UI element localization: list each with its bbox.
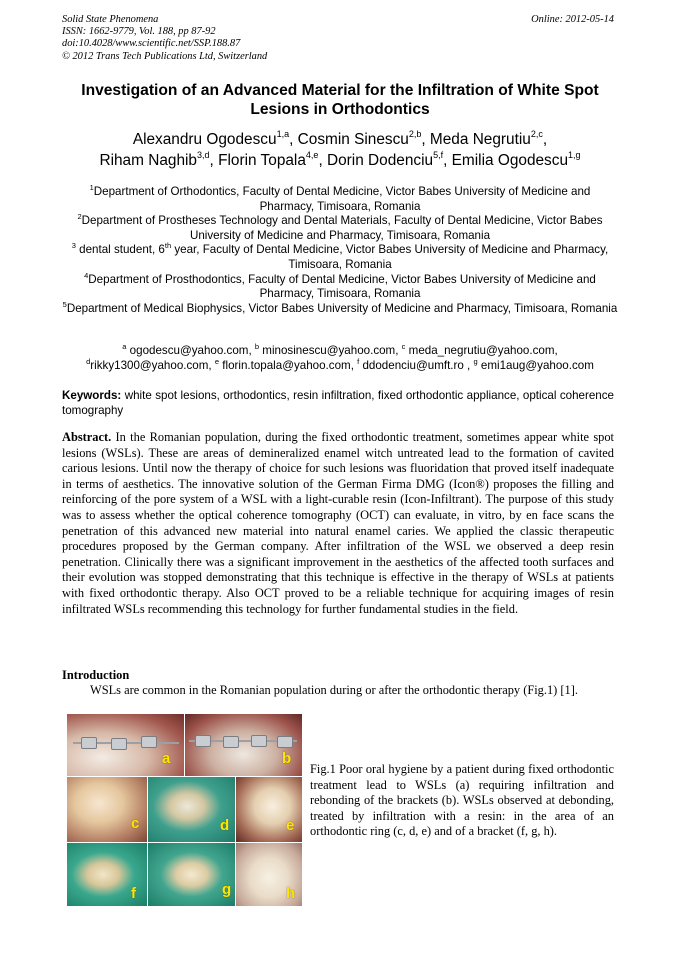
author: Cosmin Sinescu$^{2,b}$, [297, 129, 430, 148]
section-paragraph: WSLs are common in the Romanian population during or after the orthodontic therapy (Fig.1) [1]. [90, 683, 578, 697]
panel-label: e [286, 817, 295, 834]
panel-label: c [131, 815, 140, 832]
panel-label: d [220, 817, 230, 834]
paper-title: Investigation of an Advanced Material for the Infiltration of White Spot Lesions in Orthodontics [81, 82, 599, 118]
email: $^b$ minosinescu@yahoo.com, [254, 342, 402, 357]
affiliation: $^2$Department of Prostheses Technology and Dental Materials, Faculty of Dental Medicine, Victor Babes University of Medicine and Pharmacy, Timisoara, Romania [77, 212, 603, 242]
author-list [62, 129, 618, 171]
abstract-text: In the Romanian population, during the fixed orthodontic treatment, sometimes appear white spot lesions (WSLs). These are areas of demineralized enamel witch untreated lead to the formation of cavited carious lesions. Until now the therapy of choice for such lesions was fluoridation that proved itself inadequate in terms of aesthetics. The innovative solution of the German Firma DMG (Icon®) proposes the filling and reinforcing of the pore system of a WSL with a light-curable resin (Icon-Infiltrant). The purpose of this study was to assess whether the optical coherence tomography (OCT) can evaluate, in vitro, by en face scans the penetration of this advanced new material into natural enamel caries. We applied the classic therapeutic procedures proposed by the German company. After infiltration of the WSL we observed a deep resin penetration. Clinically there was a significant improvement in the aesthetics of the affected tooth surfaces and their evolution was stopped demonstrating that this technique is effective in the therapy of WSLs at patients with fixed orthodontic therapy. Also OCT proved to be a reliable technique for acquiring images of resin infiltrated WSLs recommending this technology for further fundamental studies in the field. [62, 430, 614, 616]
issn-line: ISSN: 1662-9779, Vol. 188, pp 87-92 [62, 26, 216, 38]
figure-panel-a [67, 714, 184, 776]
affiliation: $^4$Department of Prosthodontics, Faculty of Dental Medicine, Victor Babes University of Medicine and Pharmacy, Timisoara, Romania [84, 270, 596, 301]
doi-line: doi:10.4028/www.scientific.net/SSP.188.87 [62, 38, 241, 50]
email-list [62, 344, 618, 373]
keywords-text: white spot lesions, orthodontics, resin infiltration, fixed orthodontic appliance, optical coherence tomography [62, 389, 614, 417]
figure-panel-c [67, 777, 147, 842]
panel-label: g [222, 881, 232, 898]
author: Florin Topala$^{4,e}$, [218, 150, 327, 169]
figure-panel-h [236, 843, 302, 906]
affiliations [62, 185, 618, 316]
author: Alexandru Ogodescu$^{1,a}$, [132, 129, 298, 148]
affiliation: $^3$ dental student, 6th year, Faculty of Dental Medicine, Victor Babes University of Medicine and Pharmacy, Timisoara, Romania [71, 241, 609, 271]
author: Riham Naghib$^{3,d}$, [99, 150, 219, 169]
section-heading: Introduction [62, 668, 130, 682]
panel-label: f [131, 885, 136, 902]
author: Emilia Ogodescu$^{1,g}$ [451, 150, 581, 169]
email: $^c$ meda_negrutiu@yahoo.com, [401, 342, 558, 357]
figure-panel-f [67, 843, 147, 906]
panel-label: a [162, 750, 171, 767]
figure-panel-d [148, 777, 235, 842]
figure-1 [67, 714, 302, 906]
author: Dorin Dodenciu$^{5,f}$, [327, 150, 452, 169]
abstract-label: Abstract. [62, 430, 112, 444]
keywords-label: Keywords: [62, 389, 122, 402]
figure-caption: Fig.1 Poor oral hygiene by a patient during fixed orthodontic treatment lead to WSLs (a) requiring infiltration and rebonding of the brackets (b). WSLs observed at debonding, treated by infiltration with a resin: in the area of an orthodontic ring (c, d, e) and of a bracket (f, g, h). [310, 762, 614, 839]
email: $^e$ florin.topala@yahoo.com, [214, 356, 358, 372]
figure-panel-b [185, 714, 302, 776]
abstract [62, 430, 614, 617]
affiliation: $^1$Department of Orthodontics, Faculty of Dental Medicine, Victor Babes University of Medicine and Pharmacy, Timisoara, Romania [89, 183, 591, 213]
panel-label: h [286, 885, 296, 902]
email: $^f$ ddodenciu@umft.ro , [357, 356, 474, 372]
email: $^g$ emi1aug@yahoo.com [473, 356, 594, 372]
email: $^d$rikky1300@yahoo.com, [86, 356, 215, 372]
online-date: Online: 2012-05-14 [531, 14, 614, 25]
panel-label: b [282, 750, 292, 767]
copyright-line: © 2012 Trans Tech Publications Ltd, Switzerland [62, 50, 268, 62]
keywords [62, 389, 614, 418]
figure-panel-e [236, 777, 302, 842]
email: $^a$ ogodescu@yahoo.com, [122, 342, 255, 357]
figure-panel-g [148, 843, 235, 906]
affiliation: $^5$Department of Medical Biophysics, Victor Babes University of Medicine and Pharmacy, Timisoara, Romania [62, 299, 618, 315]
journal-header [62, 14, 267, 63]
author: Meda Negrutiu$^{2,c}$, [429, 129, 548, 148]
journal-name: Solid State Phenomena [62, 14, 159, 25]
